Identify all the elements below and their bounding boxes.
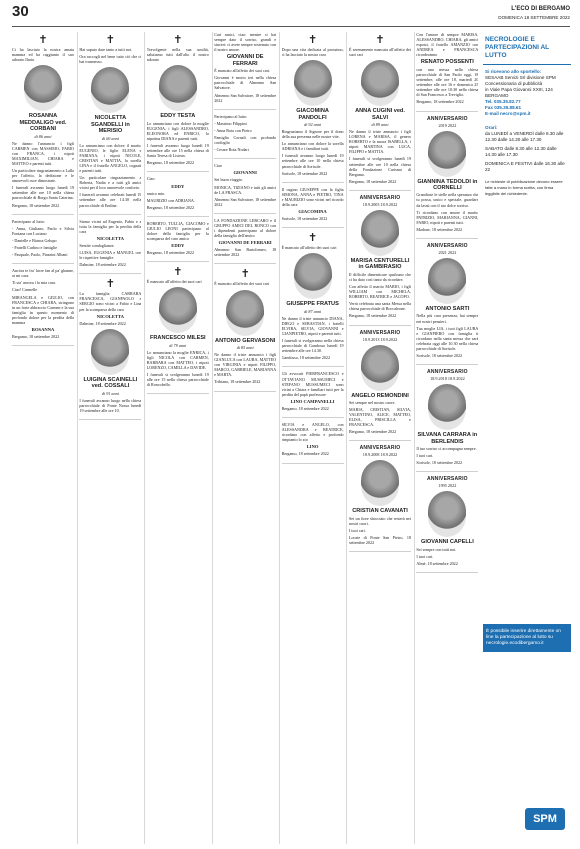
notice-text: EDDY: [171, 183, 185, 189]
accept-text: SESAAB Servizi Srl divisione SPM Concessionaria di pubblicità: [485, 75, 556, 86]
deceased-name: CRISTIAN CAVANATI: [352, 508, 408, 515]
column-divider: [414, 32, 415, 844]
anniversary-label: ANNIVERSARIO: [359, 194, 401, 201]
notice-text: Partecipano al lutto:: [214, 113, 248, 119]
notice-body: Nella più cara presenza, hai sempre nei nostri pensieri.: [416, 313, 479, 324]
hours-line: DOMENICA E FESTIVI dalle 16.30 alle 22: [485, 161, 565, 172]
notice-body: Sei sempre nel nostro cuore.: [349, 399, 396, 405]
cross-icon: ✝: [307, 232, 318, 245]
condolence-notice: [282, 422, 344, 463]
portrait-photo: [361, 460, 399, 506]
spm-logo: SPM: [525, 808, 565, 830]
portrait-photo: [428, 384, 466, 430]
anniversary-label: ANNIVERSARIO: [427, 115, 468, 122]
deceased-name: ANTONIO SARTI: [425, 306, 470, 312]
notice-body: Locate di Ponte San Pietro, 18 settembre 2022: [349, 535, 411, 546]
notice-text: Bergamo, 18 settembre 2022: [281, 405, 329, 411]
email-link[interactable]: E-mail necro@spm.it: [485, 111, 531, 116]
notice-text: ROBERTO, TULLIA, GIACOMO e GIULIO LEONI partecipano al dolore della famiglia per la scomparsa del caro amico: [146, 220, 209, 242]
death-notice: [349, 195, 411, 326]
online-promo[interactable]: È possibile inserire direttamente on line la partecipazione al lutto su necrologie.ecodibergamo.it: [483, 624, 571, 652]
column-divider: [279, 32, 280, 844]
notice-body: Sorisole, 18 settembre 2022: [416, 353, 463, 359]
deceased-name: LUIGINA SCAINELLI ved. COSSALI: [83, 376, 138, 390]
portrait-photo: [428, 258, 466, 304]
condolence-notice: [214, 163, 276, 214]
deceased-name: SILVANA CARRARA in BERLENDIS: [417, 432, 478, 445]
notice-body: Ne danno il triste annuncio i figli LORENA e MARISA, il genero ROBERTO e la nuora ISABELLA, i nipoti MARTINA con LUCA, FILIPPO e MATTIA.: [349, 129, 411, 155]
death-notice: [147, 34, 209, 172]
obituary-columns: [12, 32, 478, 844]
notice-text: 18.9.2013 18.9.2022: [362, 336, 398, 342]
fax: Fax 035.35.88.61: [485, 105, 522, 110]
notice-text: GIOVANNI DE FERRARI: [218, 240, 272, 246]
notice-text: ROSANNA: [31, 327, 55, 333]
notice-text: - Fratelli Carlino e famiglie: [12, 245, 58, 250]
notice-text: LA FONDAZIONE LERCARO e il GRUPPO AMICI DEL RONCO con i dipendenti partecipano al dolore della famiglia dell'amico: [214, 217, 277, 239]
notice-text: - Anna Rota con Pietro: [214, 127, 252, 133]
notice-text: Sentite condoglianze.: [79, 242, 115, 248]
issue-date: DOMENICA 18 SETTEMBRE 2022: [498, 15, 570, 20]
condolence-notice: [147, 176, 209, 216]
notice-body: con una messa nella chiesa parrocchiale di San Paolo oggi, 18 settembre, alle ore 18, martedì 20 settembre alle ore 16 e domenica 25 settembre alle ore 10:30 nella chiesa di San Francesco a Treviglio.: [416, 66, 479, 98]
notice-body: Sei sempre con tutti noi.: [416, 546, 457, 552]
deceased-name: ANGELO REMONDINI: [351, 392, 409, 399]
age: di 89 anni: [371, 122, 389, 127]
condolence-notice: [214, 32, 276, 110]
cross-icon: ✝: [173, 34, 183, 46]
column-3: [147, 32, 209, 844]
notice-text: Dalmine, 18 settembre 2022: [79, 262, 126, 268]
contact-block: [483, 65, 571, 121]
death-notice: [416, 369, 478, 472]
notice-body: I tuoi cari.: [416, 453, 434, 459]
notice-body: I tuoi cari.: [349, 528, 366, 534]
portrait-photo: [361, 345, 399, 391]
notice-text: Almenno San Bartolomeo, 18 settembre 2022: [214, 247, 277, 258]
notice-body: I funerali avranno luogo lunedì 19 settembre alle ore 10 nella chiesa parrocchiale di Sorisole.: [281, 153, 344, 169]
notice-text: Gli avvocati PIERFRANCESCO e OTTAVIANO MUSSUMECI e STEFANO MUSSUMECI sono vicini a Chiara e familiari tutti per la perdita del papà professore: [281, 371, 344, 397]
age: di 85 anni: [236, 344, 254, 350]
column-1: [12, 32, 74, 844]
notice-text: - Massimo Filippini: [214, 120, 247, 126]
portrait-photo: [91, 329, 129, 375]
notice-text: NICOLETTA: [96, 235, 124, 241]
notice-text: 2019 2022: [438, 122, 457, 128]
notice-text: Bergamo, 18 settembre 2022: [146, 204, 195, 210]
notice-body: Sorisole, 18 settembre 2022: [416, 460, 463, 466]
notice-text: 1995 2022: [438, 483, 457, 489]
deceased-name: FRANCESCO MILESI: [149, 335, 206, 342]
notice-body: Bergamo, 18 settembre 2022: [416, 99, 464, 105]
age: di 86 anni: [34, 133, 52, 139]
notice-text: Almenno San Salvatore, 18 settembre 2022: [214, 196, 277, 207]
portrait-photo: [361, 210, 399, 256]
portrait-photo: [24, 65, 62, 111]
age: di 87 anni: [304, 308, 322, 314]
notice-body: Ne danno l'annuncio i figli CARMEN con MASSIMO, FABIO con FRANCA, i nipoti MAXIMILIAN, CHIARA e MATTEO e parenti tutti.: [12, 140, 74, 166]
notice-body: Bergamo, 18 settembre 2022: [349, 178, 397, 184]
anniversary-label: ANNIVERSARIO: [359, 329, 401, 336]
deceased-name: EDDY TESTA: [160, 113, 196, 120]
deceased-name: GIOVANNI CAPELLI: [421, 539, 474, 546]
notice-text: Cari amici, ciao: mentre ci hai sempre dato il sorriso, grandi e sinceri: ci avete sempre sostenuto con il nostro amore.: [214, 32, 277, 53]
age: di 79 anni: [169, 342, 187, 348]
newspaper-title: L'ECO DI BERGAMO: [511, 6, 570, 12]
notice-body: Ti ricordano con amore il marito PATRIZIO, MARIANNA, GIANNI, FABIO, nipoti e parenti tutti.: [416, 209, 479, 225]
notice-body: Un particolare ringraziamento a Roberta, Nadia e a tutti gli amici vicini per il loro amorevole conforto.: [79, 175, 142, 191]
notice-body: Lo annunciano con dolore il marito EUGENIO, le figlie ELENA e FABIANA, i nipoti NICOLE, CRISTIAN e MATTIA, la sorella LINA e il fratello ANGELO, cognati e parenti tutti.: [79, 142, 142, 173]
notice-body: Madone, 18 settembre 2022: [416, 226, 463, 232]
notice-text: Bergamo, 18 settembre 2022: [146, 250, 195, 256]
page-number: 30: [12, 3, 29, 20]
hours-note: Le richieste di pubblicazione devono essere fatte a mano in forma scritta, con firma leggibile del richiedente.: [485, 179, 563, 196]
notice-text: Ti sta' ancora i la mia cara.: [12, 280, 56, 286]
notice-text: amico mio.: [146, 190, 166, 196]
cross-icon: ✝: [307, 34, 318, 46]
deceased-name: GIACOMINA PANDOLFI: [296, 108, 329, 121]
notice-text: MONICA, TIZIANO e tutti gli amici de LA FRASCA.: [214, 184, 277, 195]
notice-text: È mancato all'affetto dei suoi cari: [146, 279, 202, 285]
notice-body: Ne danno il triste annuncio i figli GIANLUCA con LAURA, MATTEO con VIRGINIA e nipoti FILIPPO, MARCO, GABRIELE, MARIANNA e MARTA.: [214, 351, 277, 378]
notice-text: È mancato all'affetto dei suoi cari: [281, 245, 337, 251]
notice-body: Ne danno il triste annuncio DIANA, DIEGO e SEBASTIAN, i fratelli ELVIRA, SILVIA, GIOVANNI e GIANPIETRO, nipoti e parenti tutti.: [281, 315, 344, 336]
deceased-name: ANNA CUGINI ved. SALVI: [355, 108, 405, 121]
section-title: NECROLOGIE E PARTECIPAZIONI AL LUTTO: [483, 32, 571, 65]
portrait-photo: [428, 131, 466, 177]
notice-body: I funerali si svolgeranno nella chiesa parrocchiale di Gandosso lunedì 19 settembre alle ore 14.30.: [281, 338, 344, 354]
portrait-photo: [159, 65, 197, 111]
cross-icon: ✝: [105, 34, 115, 46]
age: di 92 anni: [304, 122, 322, 127]
notice-text: Dopo una vita dedicata al prossimo, ci ha lasciato la nostra cara: [281, 47, 344, 58]
notice-body: I funerali avranno celebrati lunedì 19 settembre alle ore 14.30 nella parrocchiale di Endine.: [79, 192, 142, 208]
death-notice: [349, 34, 411, 191]
notice-text: LUISA, EUGENIA e MANUEL con le rispettive famiglie.: [79, 250, 142, 261]
notice-body: Bergamo, 18 settembre 2022: [349, 429, 397, 435]
notice-body: Con affetto il marito MARIO, i figli WILLIAM con MICHELA, ROBERTO, BEATRICE e JACOPO.: [349, 283, 411, 300]
portrait-photo: [361, 60, 399, 106]
notice-body: I tuoi cari.: [416, 553, 434, 559]
notice-body: Ringraziamo il Signore per il dono della sua presenza nelle nostre vite.: [281, 129, 344, 140]
notice-body: Tua moglie LIA, i tuoi figli LAURA e GIANPIERO con famiglia ti ricordano nella santa messa che sarà celebrata oggi alle 10.30 nella chiesa parrocchiale di Sorisole.: [416, 325, 479, 351]
condolence-notice: [79, 219, 141, 275]
cross-icon: ✝: [375, 34, 385, 46]
hours-line: da LUNEDÌ a VENERDÌ dalle 8.30 alle 12.30 dalle 14.30 alle 17.30: [485, 131, 564, 142]
notice-body: MARIA, CRISTIAN, SILVIA, VALENTINO, ALICE, MATTEO, ELISA, PRISCILLA e FRANCESCA.: [349, 407, 411, 428]
condolence-notice: [282, 371, 344, 418]
notice-text: EDDY: [171, 243, 185, 249]
notice-body: Sorisole, 18 settembre 2022: [281, 170, 328, 176]
notice-body: Almenno San Salvatore, 18 settembre 2022: [214, 92, 277, 103]
notice-text: Bergamo, 18 settembre 2022: [281, 451, 329, 457]
tel: Tel. 035.35.82.77: [485, 99, 521, 104]
notice-body: Lo annunciano con dolore la moglie EUGENIA, i figli ALESSANDRO, ELEONORA ed ENRICO, la nipotina DIANA e parenti tutti.: [146, 120, 209, 141]
notice-text: 18.9.2018 18.9.2022: [430, 376, 465, 382]
cross-icon: ✝: [173, 266, 183, 279]
notice-text: È mancato all'affetto dei suoi cari: [214, 281, 270, 287]
deceased-name: GIUSEPPE FRATUS: [286, 301, 339, 308]
notice-body: Bergamo, 18 settembre 2022: [12, 202, 60, 208]
accept-title: Si ricevono allo sportello:: [485, 69, 542, 74]
notice-body: Il tuo sorriso ci accompagna sempre.: [416, 445, 477, 451]
notice-body: Sei un fiore sbocciato che resterà nei nostri cuori.: [349, 515, 411, 526]
notice-text: LINO CAMPANELLI: [290, 398, 335, 404]
notice-text: La famiglia CARRARA FRANCESCA, GIANPAOLO e SERGIO sono vicini a Fabio e Lina per la scomparsa della cara: [79, 291, 142, 312]
notice-text: Ci ha lasciato la nostra amata mamma ed ha raggiunto il suo adorato Ilario.: [12, 47, 74, 63]
notice-body: I funerali si svolgeranno lunedì 19 settembre alle ore 10 nella chiesa della Fondazione Carisma di Bergamo.: [349, 156, 411, 177]
notice-text: Travolgente nella sua umiltà, salutiamo tutti dall'alto il nostro adorato: [146, 47, 209, 63]
column-divider: [144, 32, 145, 844]
anniversary-label: ANNIVERSARIO: [427, 243, 468, 249]
condolence-notice: [147, 221, 209, 262]
notice-text: Dalmine, 18 settembre 2022: [79, 320, 126, 326]
hours-title: Orari:: [485, 125, 498, 130]
sidebar: [483, 32, 571, 844]
death-notice: [416, 243, 478, 365]
condolence-notice: [12, 219, 74, 265]
death-notice: [147, 266, 209, 394]
column-divider: [77, 32, 78, 844]
notice-text: Siamo vicini ad Eugenio, Fabio e a tutta la famiglia per la perdita della cara: [79, 218, 142, 234]
cross-icon: ✝: [38, 34, 48, 46]
column-6: [349, 32, 411, 844]
notice-text: Con l'amore di sempre MARISA, ALESSANDRO, CHIARA, gli amici esposti, il fratello AMANZIO con ANDREA e FRANCESCA ricorderanno: [416, 32, 479, 58]
deceased-name: MARISA CENTURELLI in GAMBIRASIO: [350, 257, 410, 271]
column-5: [282, 32, 344, 844]
deceased-name: ROSANNA MEDDALIGO ved. CORBANI: [19, 113, 67, 133]
notice-body: Giovanni è morto ieri nella chiesa parrocchiale di Almenno San Salvatore.: [214, 75, 277, 91]
condolence-notice: [214, 218, 276, 265]
deceased-name: ANTONIO GERVASONI: [215, 337, 276, 344]
hours-block: [483, 121, 571, 201]
notice-body: I funerali si svolgeranno lunedì 19 alle ore 15 nella chiesa parrocchiale di Roncobello.: [146, 372, 209, 388]
notice-text: Ancòra te fra' lucre fan al pa' ghanne, ai mi cara.: [12, 268, 74, 279]
notice-text: Sei buon viaggio.: [214, 177, 243, 183]
notice-body: Il difficile dimenticare qualcuno che ci ha dato così tanto da ricordare.: [349, 271, 411, 282]
notice-text: GIOVANNI: [233, 170, 257, 176]
notice-text: Famiglia Cornali con profondo cordoglio: [214, 135, 277, 146]
notice-text: MIRANGELA e GIULIO, con FRANCESCA e CHIARA, stringono in un forte abbraccio Carmen e la sua famiglia in questo momento di profondo dolore per la perdita della mamma: [12, 294, 74, 326]
cross-icon: ✝: [240, 268, 250, 281]
column-7: [416, 32, 478, 844]
notice-body: Lo annunciano la moglie ENRICA, i figli NICOLA con CARMEN, BARBARA con MATTEO, i nipoti LORENZO, CAMILLA e DAVIDE.: [146, 349, 209, 371]
notice-text: 18.9.2008 18.9.2022: [362, 452, 398, 458]
condolence-notice: [282, 187, 344, 228]
portrait-photo: [294, 253, 332, 299]
death-notice: [349, 330, 411, 442]
age: di 91 anni: [101, 390, 119, 396]
notice-text: Ciao: [146, 176, 155, 182]
death-notice: [349, 445, 411, 552]
death-notice: [282, 34, 344, 183]
page-header: [12, 3, 570, 27]
notice-body: Gandosso, 18 settembre 2022: [281, 355, 331, 361]
death-notice: [282, 232, 344, 367]
condolence-notice: [12, 268, 74, 346]
portrait-photo: [294, 60, 332, 106]
death-notice: [79, 278, 141, 420]
notice-body: Almè, 18 settembre 2022: [416, 560, 458, 566]
portrait-photo: [159, 287, 197, 333]
deceased-name: RENATO POSSENTI: [420, 59, 474, 66]
notice-text: È serenamente mancata all'affetto dei suoi cari: [349, 47, 411, 58]
notice-body: È mancato all'affetto dei suoi cari.: [214, 68, 271, 74]
notice-text: Sorisole, 18 settembre 2022: [281, 216, 328, 222]
hours-line: SABATO dalle 8.30 alle 12.30 dalle 14.30 alle 17.30: [485, 146, 557, 157]
notice-body: I funerali avranno luogo lunedì 19 settembre alle ore 10 nella chiesa parrocchiale di Borgo Santa Caterina.: [12, 185, 74, 201]
notice-text: SILVIA e ANGELO, con ALESSANDRA e BEATRICE, ricordano con affetto e profondo rimpianto lo zio: [281, 422, 344, 443]
notice-body: Lo annunciano con dolore la sorella ADRIANA e i familiari tutti.: [281, 141, 344, 152]
notice-body: Bergamo, 18 settembre 2022: [349, 313, 397, 319]
notice-text: GIACOMINA: [298, 209, 327, 215]
column-2: [79, 32, 141, 844]
condolence-notice: [416, 32, 478, 112]
anniversary-label: ANNIVERSARIO: [427, 369, 468, 376]
address: in Viale Papa Giovanni XXIII, 124 BERGAMO: [485, 87, 553, 98]
notice-text: Il cugino GIUSEPPE con la figlia SIMONA, ANNA e PIETRO, TINA e MAURIZIO sono vicini nel ricordo della cara: [281, 186, 344, 208]
notice-body: Tribiano, 18 settembre 2022: [214, 379, 261, 385]
age: di 60 anni: [101, 135, 119, 141]
notice-body: Grandiose le stelle nella speranza che tu possa, unico e speciale, guardare da lassù con il tuo dolce sorriso.: [416, 192, 479, 208]
death-notice: [79, 34, 141, 215]
portrait-photo: [428, 491, 466, 537]
anniversary-label: ANNIVERSARIO: [427, 476, 468, 483]
death-notice: [214, 268, 276, 391]
notice-text: Ciao! Carmelle: [12, 287, 38, 293]
anniversary-label: ANNIVERSARIO: [359, 445, 401, 452]
notice-text: - Pasquale, Paolo, Piazzini Albani: [12, 252, 68, 258]
notice-text: - Anna, Giuliano, Paolo e Silvia Fontana con Luciano: [12, 225, 74, 236]
notice-body: I funerali avranno luogo nella chiesa parrocchiale di Ponte Nossa lunedì 19 settembre alle ore 10.: [79, 397, 142, 413]
notice-text: - Cesare Rota Nodari: [214, 147, 249, 153]
portrait-photo: [226, 290, 264, 336]
column-4: [214, 32, 276, 844]
portrait-photo: [91, 67, 129, 113]
deceased-name: GIOVANNI DE FERRARI: [226, 54, 264, 67]
death-notice: [416, 476, 478, 573]
notice-body: I funerali avranno luogo lunedì 19 settembre alle ore 15 nella chiesa di Santa Teresa di Lisieux.: [146, 143, 209, 159]
notice-text: 2021 2022: [438, 250, 457, 255]
column-divider: [346, 32, 347, 844]
deceased-name: GIANNINA TEDOLDI in CORNELLI: [417, 178, 478, 191]
notice-body: Un particolare ringraziamento a Lalla per l'affetto, la dedizione e le amorevoli cure dimostrate.: [12, 167, 74, 184]
notice-text: - Danielle e Bianca Gelupo: [12, 237, 57, 243]
notice-text: Ciao: [214, 163, 222, 169]
notice-text: Bergamo, 18 settembre 2022: [12, 334, 60, 340]
notice-text: Partecipano al lutto:: [12, 218, 45, 224]
condolence-notice: [214, 114, 276, 160]
cross-icon: ✝: [105, 278, 115, 291]
death-notice: [12, 34, 74, 215]
notice-body: Bergamo, 18 settembre 2022: [146, 160, 195, 166]
notice-text: 18.9.2003 18.9.2022: [362, 201, 398, 207]
notice-text: MAURIZIO con ADRIANA.: [146, 197, 195, 203]
notice-text: NICOLETTA: [96, 313, 124, 319]
column-divider: [212, 32, 213, 844]
notice-body: Verrà celebrata una santa Messa nella chiesa parrocchiale di Boccaleone.: [349, 301, 411, 312]
death-notice: [416, 116, 478, 239]
notice-text: Ora raccogli nel bene tutto ciò che ci hai trasmesso.: [79, 54, 142, 65]
deceased-name: NICOLETTA SGANDELLI in MERISIO: [90, 115, 130, 135]
notice-text: LINO: [306, 444, 319, 450]
notice-text: Hai saputo dare tanto a tutti noi.: [79, 47, 133, 52]
